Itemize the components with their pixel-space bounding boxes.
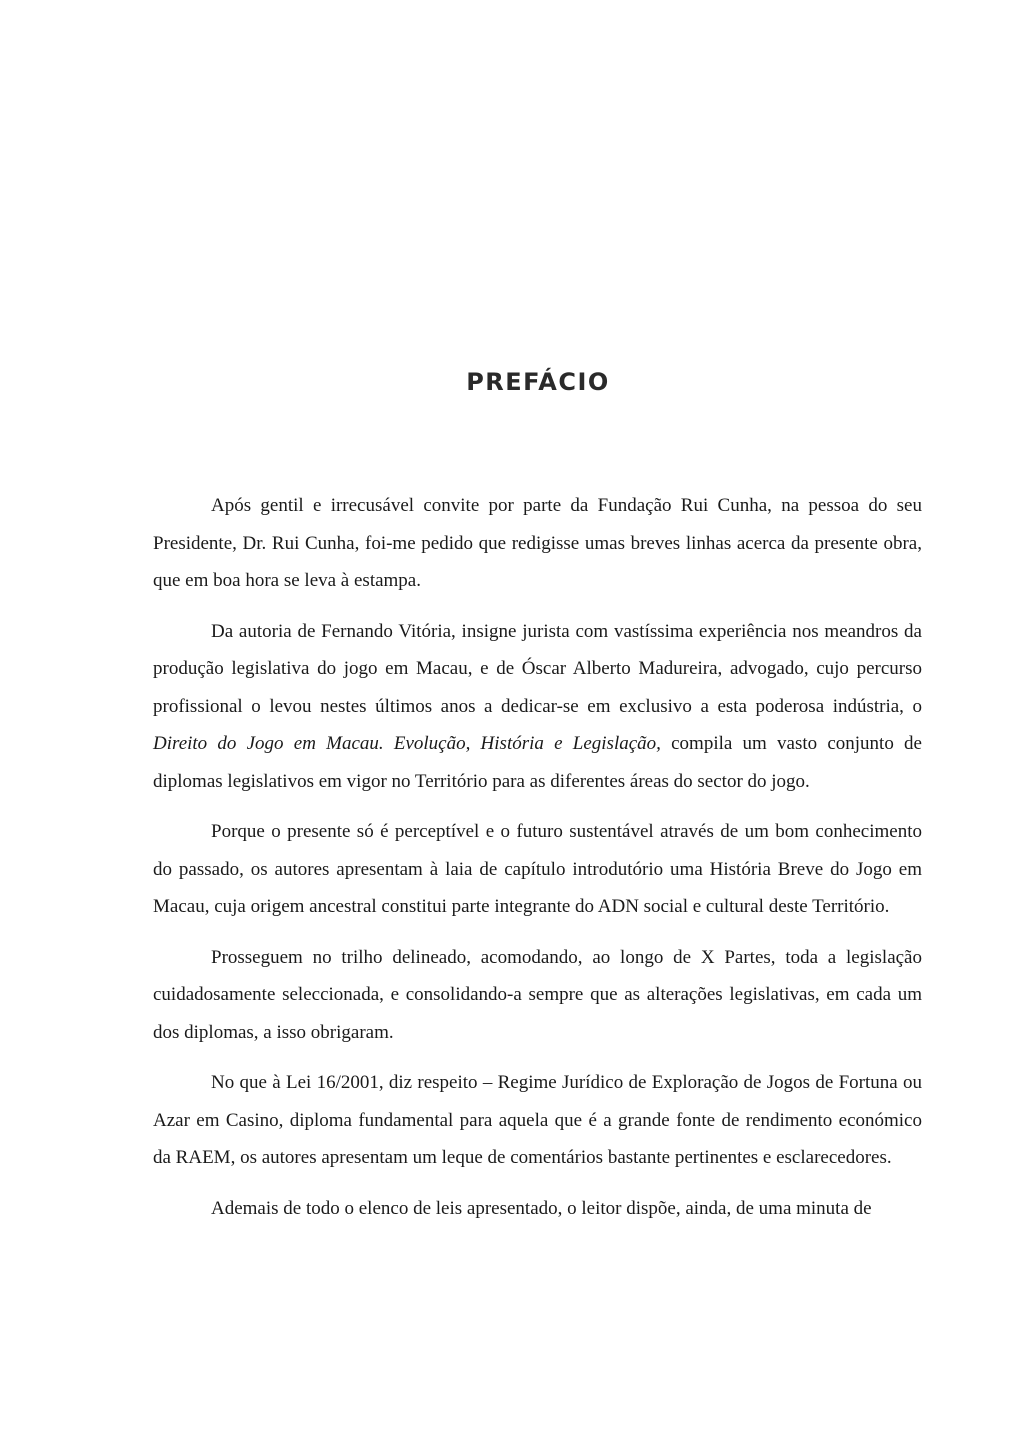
page-title: PREFÁCIO bbox=[466, 368, 610, 396]
paragraph-3: Porque o presente só é perceptível e o futuro sustentável através de um bom conhecimento do passado, os autores apresentam à laia de capítulo introdutório uma História Breve do Jogo em Macau, cuja origem ancestral constitui parte integrante do ADN social e cultural deste Território. bbox=[153, 821, 922, 917]
preface-body bbox=[153, 487, 922, 1240]
book-title-italic: Direito do Jogo em Macau. Evolução, História e Legislação, bbox=[153, 733, 661, 754]
paragraph-6: Ademais de todo o elenco de leis apresentado, o leitor dispõe, ainda, de uma minuta de bbox=[211, 1197, 872, 1219]
paragraph-2-text-before: Da autoria de Fernando Vitória, insigne jurista com vastíssima experiência nos meandros da produção legislativa do jogo em Macau, e de Óscar Alberto Madureira, advogado, cujo percurso profissional o levou nestes últimos anos a dedicar-se em exclusivo a esta poderosa indústria, o bbox=[153, 620, 922, 717]
paragraph-5: No que à Lei 16/2001, diz respeito – Regime Jurídico de Exploração de Jogos de Fortuna ou Azar em Casino, diploma fundamental para aquela que é a grande fonte de rendimento económico da RAEM, os autores apresentam um leque de comentários bastante pertinentes e esclarecedores. bbox=[153, 1072, 922, 1168]
paragraph-2-text-after: compila um vasto conjunto de diplomas legislativos em vigor no Território para as diferentes áreas do sector do jogo. bbox=[153, 733, 922, 792]
paragraph-4: Prosseguem no trilho delineado, acomodando, ao longo de X Partes, toda a legislação cuidadosamente seleccionada, e consolidando-a sempre que as alterações legislativas, em cada um dos diplomas, a isso obrigaram. bbox=[153, 946, 922, 1043]
paragraph-1: Após gentil e irrecusável convite por parte da Fundação Rui Cunha, na pessoa do seu Presidente, Dr. Rui Cunha, foi-me pedido que redigisse umas breves linhas acerca da presente obra, que em boa hora se leva à estampa. bbox=[153, 495, 922, 591]
paragraph-2 bbox=[153, 613, 922, 801]
